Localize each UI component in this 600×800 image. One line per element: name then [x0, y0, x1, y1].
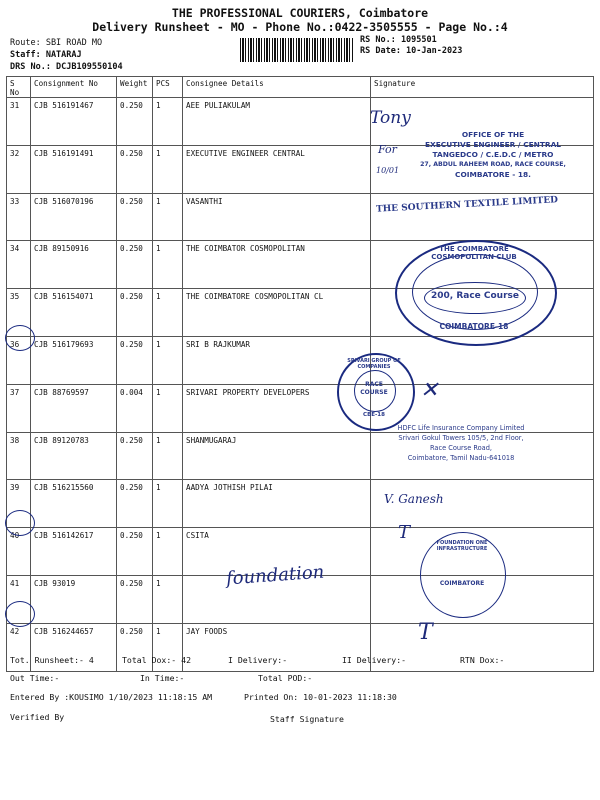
- rtn-dox: RTN Dox:-: [460, 655, 505, 665]
- col-consignee: Consignee Details: [183, 77, 371, 98]
- cell-pcs: 1: [153, 336, 183, 384]
- total-runsheet: Tot. Runsheet:- 4: [10, 655, 94, 665]
- in-time: In Time:-: [140, 673, 185, 683]
- verified-by: Verified By: [10, 712, 65, 722]
- barcode: [240, 38, 354, 62]
- cell-sno: 39: [7, 480, 31, 528]
- cell-consignee: AEE PULIAKULAM: [183, 98, 371, 146]
- cell-consignee: SHANMUGARAJ: [183, 432, 371, 480]
- signature-row-40: V. Ganesh: [384, 492, 444, 506]
- cell-weight: 0.004: [117, 384, 153, 432]
- cell-pcs: 1: [153, 145, 183, 193]
- drs-number: DRS No.: DCJB109550104: [10, 62, 123, 72]
- cell-sno: 41: [7, 575, 31, 623]
- cell-consignment: CJB 516215560: [31, 480, 117, 528]
- cell-consignee: SRIVARI PROPERTY DEVELOPERS: [183, 384, 371, 432]
- cell-sno: 33: [7, 193, 31, 241]
- col-weight: Weight: [117, 77, 153, 98]
- cell-weight: 0.250: [117, 98, 153, 146]
- rs-date: RS Date: 10-Jan-2023: [360, 46, 463, 56]
- foundation-stamp-center: COIMBATORE: [439, 580, 485, 587]
- cell-weight: 0.250: [117, 336, 153, 384]
- cell-sno: 31: [7, 98, 31, 146]
- cell-pcs: 1: [153, 432, 183, 480]
- cell-consignment: CJB 516070196: [31, 193, 117, 241]
- staff: Staff: NATARAJ: [10, 50, 82, 60]
- cell-pcs: 1: [153, 623, 183, 671]
- cell-consignment: CJB 516142617: [31, 528, 117, 576]
- cell-consignee: SRI B RAJKUMAR: [183, 336, 371, 384]
- cell-pcs: 1: [153, 384, 183, 432]
- stamp-date-mark: 10/01: [376, 166, 400, 175]
- table-row: [7, 623, 594, 671]
- cell-consignment: CJB 89120783: [31, 432, 117, 480]
- tangedco-line-5: COIMBATORE - 18.: [455, 170, 531, 179]
- cell-weight: 0.250: [117, 623, 153, 671]
- col-pcs: PCS: [153, 77, 183, 98]
- table-row: [7, 480, 594, 528]
- club-stamp-bottom: COIMBATORE-18: [439, 322, 509, 331]
- cell-consignment: CJB 89150916: [31, 241, 117, 289]
- total-pod: Total POD:-: [258, 673, 313, 683]
- cell-weight: 0.250: [117, 575, 153, 623]
- entered-by: Entered By :KOUSIMO 1/10/2023 11:18:15 AM: [10, 692, 213, 702]
- southern-textile-stamp: THE SOUTHERN TEXTILE LIMITED: [375, 195, 559, 215]
- page-title: THE PROFESSIONAL COURIERS, Coimbatore: [171, 6, 429, 20]
- cell-pcs: 1: [153, 98, 183, 146]
- i-delivery: I Delivery:-: [228, 655, 288, 665]
- cell-sno: 38: [7, 432, 31, 480]
- tangedco-line-3: TANGEDCO / C.E.D.C / METRO: [432, 150, 554, 159]
- cell-sno: 36: [7, 336, 31, 384]
- handdrawn-circle: [5, 510, 35, 536]
- ii-delivery: II Delivery:-: [342, 655, 407, 665]
- cell-consignee: THE COIMBATORE COSMOPOLITAN CL: [183, 289, 371, 337]
- cell-consignee: CSITA: [183, 528, 371, 576]
- srivari-stamp-center: RACE COURSE: [360, 381, 388, 396]
- cell-pcs: 1: [153, 575, 183, 623]
- col-consignment: Consignment No: [31, 77, 117, 98]
- cell-consignee: VASANTHI: [183, 193, 371, 241]
- tangedco-stamp: [388, 130, 598, 180]
- for-mark: For: [378, 143, 397, 156]
- cell-pcs: 1: [153, 193, 183, 241]
- cell-pcs: 1: [153, 289, 183, 337]
- signature-row-37: ✕: [420, 378, 439, 403]
- handdrawn-circle: [5, 601, 35, 627]
- cell-sno: 34: [7, 241, 31, 289]
- club-stamp-top: THE COIMBATORE COSMOPOLITAN CLUB: [431, 245, 517, 261]
- cell-weight: 0.250: [117, 241, 153, 289]
- cell-weight: 0.250: [117, 432, 153, 480]
- cell-consignment: CJB 88769597: [31, 384, 117, 432]
- signature-row-31: Tony: [370, 108, 411, 128]
- hdfc-line-4: Coimbatore, Tamil Nadu-641018: [407, 454, 515, 462]
- cell-consignee: EXECUTIVE ENGINEER CENTRAL: [183, 145, 371, 193]
- cell-consignment: CJB 516191491: [31, 145, 117, 193]
- cell-sno: 35: [7, 289, 31, 337]
- cell-consignment: CJB 516179693: [31, 336, 117, 384]
- cell-sno: 40: [7, 528, 31, 576]
- signature-row-42: T: [418, 620, 433, 645]
- page-subtitle: Delivery Runsheet - MO - Phone No.:0422-3505555 - Page No.:4: [92, 20, 508, 34]
- cell-sno: 37: [7, 384, 31, 432]
- tangedco-line-1: OFFICE OF THE: [461, 130, 525, 139]
- cell-weight: 0.250: [117, 145, 153, 193]
- cell-weight: 0.250: [117, 528, 153, 576]
- tangedco-line-2: EXECUTIVE ENGINEER / CENTRAL: [424, 140, 562, 149]
- table-header-row: [7, 77, 594, 98]
- hdfc-line-1: HDFC Life Insurance Company Limited: [397, 424, 525, 432]
- total-dox: Total Dox:- 42: [122, 655, 192, 665]
- tangedco-line-4: 27, ABDUL RAHEEM ROAD, RACE COURSE,: [420, 161, 566, 168]
- cell-pcs: 1: [153, 480, 183, 528]
- foundation-stamp-ring: FOUNDATION ONE INFRASTRUCTURE: [436, 540, 488, 552]
- cell-weight: 0.250: [117, 289, 153, 337]
- rs-number: RS No.: 1095501: [360, 35, 437, 45]
- col-signature: Signature: [371, 77, 594, 98]
- cell-sno: 42: [7, 623, 31, 671]
- cell-consignee: JAY FOODS: [183, 623, 371, 671]
- cell-sno: 32: [7, 145, 31, 193]
- srivari-stamp-bottom: CBE-18: [363, 412, 385, 418]
- cell-pcs: 1: [153, 241, 183, 289]
- cell-consignment: CJB 516244657: [31, 623, 117, 671]
- route: Route: SBI ROAD MO: [10, 38, 103, 48]
- staff-signature: Staff Signature: [270, 714, 344, 724]
- signature-row-41: foundation: [225, 561, 325, 590]
- cell-consignee: THE COIMBATOR COSMOPOLITAN: [183, 241, 371, 289]
- col-sno: S No: [7, 77, 31, 98]
- cell-weight: 0.250: [117, 480, 153, 528]
- hdfc-line-3: Race Course Road,: [429, 444, 492, 452]
- signature-row-40-initial: T: [398, 522, 411, 543]
- cell-pcs: 1: [153, 528, 183, 576]
- hdfc-line-2: Srivari Gokul Towers 105/5, 2nd Floor,: [398, 434, 524, 442]
- cell-consignment: CJB 93019: [31, 575, 117, 623]
- cell-consignment: CJB 516154071: [31, 289, 117, 337]
- out-time: Out Time:-: [10, 673, 60, 683]
- srivari-stamp-ring: SRIVARI GROUP OF COMPANIES: [347, 358, 401, 370]
- club-stamp-middle: 200, Race Course: [430, 291, 519, 301]
- table-row: [7, 336, 594, 384]
- cell-consignment: CJB 516191467: [31, 98, 117, 146]
- cell-weight: 0.250: [117, 193, 153, 241]
- handdrawn-circle: [5, 325, 35, 351]
- hdfc-stamp: [366, 423, 556, 463]
- printed-on: Printed On: 10-01-2023 11:18:30: [244, 692, 397, 702]
- cell-consignee: AADYA JOTHISH PILAI: [183, 480, 371, 528]
